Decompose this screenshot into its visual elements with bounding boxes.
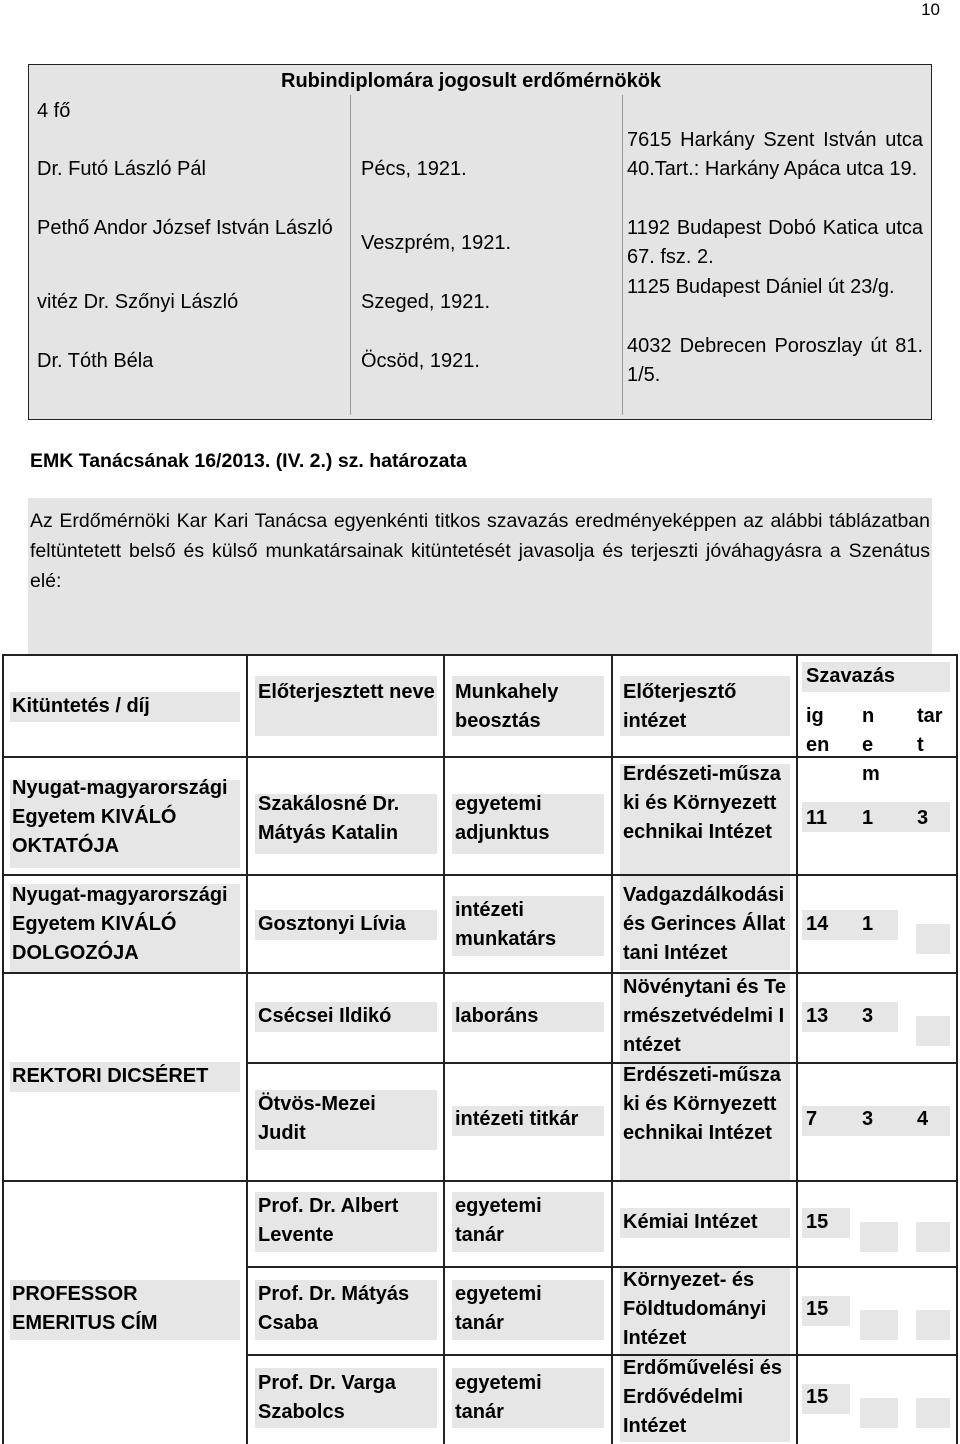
header-award: Kitüntetés / díj — [12, 695, 150, 717]
table-border — [796, 654, 798, 1444]
header-vote-abstain: tart — [917, 705, 943, 756]
cell-shade — [916, 924, 950, 954]
nominee-institute: Vadgazdálkodási és Gerinces Állattani Intézet — [623, 884, 786, 964]
nominee-institute: Erdőművelési és Erdővédelmi Intézet — [623, 1357, 782, 1437]
nominee-name: Prof. Dr. Varga Szabolcs — [258, 1372, 396, 1423]
vote-abstain: 4 — [917, 1108, 929, 1130]
nominee-name: Prof. Dr. Albert Levente — [258, 1195, 399, 1246]
vote-yes: 7 — [806, 1108, 818, 1130]
cell-shade — [860, 1310, 898, 1340]
table-border — [956, 654, 958, 1444]
page-number: 10 — [921, 0, 940, 19]
vote-yes: 15 — [806, 1386, 829, 1408]
laureate-address: 7615 Harkány Szent István utca 40.Tart.: Harkány Apáca utca 19. — [627, 129, 923, 180]
vote-yes: 15 — [806, 1211, 829, 1233]
table-border — [2, 874, 958, 876]
laureates-table-title: Rubindiplomára jogosult erdőmérnökök — [281, 70, 662, 92]
award-excellent-employee: Nyugat-magyarországi Egyetem KIVÁLÓ DOLGOZÓJA — [12, 884, 228, 964]
column-divider — [622, 95, 623, 415]
laureate-address: 1192 Budapest Dobó Katica utca 67. fsz. 2. — [627, 217, 923, 268]
table-border — [248, 1062, 958, 1064]
cell-shade — [916, 1222, 950, 1252]
nominee-position: egyetemi tanár — [455, 1372, 542, 1423]
header-institute: Előterjesztő intézet — [623, 681, 737, 732]
header-vote-no: nem — [862, 705, 880, 785]
nominee-position: egyetemi adjunktus — [455, 793, 550, 844]
laureate-birthplace: Szeged, 1921. — [361, 291, 490, 313]
nominee-position: intézeti titkár — [455, 1108, 579, 1130]
laureate-address: 1125 Budapest Dániel út 23/g. — [627, 276, 895, 298]
table-border — [2, 654, 958, 656]
cell-shade — [860, 1398, 898, 1428]
table-border — [611, 654, 613, 1444]
awards-table — [0, 654, 960, 1444]
vote-no: 1 — [862, 807, 874, 829]
vote-no: 1 — [862, 913, 874, 935]
award-rector-commendation: REKTORI DICSÉRET — [12, 1065, 209, 1087]
nominee-name: Ötvös-Mezei Judit — [258, 1093, 376, 1144]
cell-shade — [916, 1310, 950, 1340]
nominee-institute: Kémiai Intézet — [623, 1211, 758, 1233]
header-position: Munkahely beosztás — [455, 681, 559, 732]
laureates-count: 4 fő — [37, 100, 71, 122]
laureates-table — [28, 64, 932, 420]
laureate-address: 4032 Debrecen Poroszlay út 81. 1/5. — [627, 335, 923, 386]
table-border — [2, 1180, 958, 1182]
column-divider — [350, 95, 351, 415]
award-excellent-teacher: Nyugat-magyarországi Egyetem KIVÁLÓ OKTATÓJA — [12, 777, 228, 857]
vote-no: 3 — [862, 1005, 874, 1027]
nominee-name: Csécsei Ildikó — [258, 1005, 392, 1027]
table-border — [246, 654, 248, 1444]
table-border — [248, 1266, 958, 1268]
nominee-position: laboráns — [455, 1005, 539, 1027]
laureate-birthplace: Veszprém, 1921. — [361, 232, 512, 254]
table-border — [2, 972, 958, 974]
resolution-text: Az Erdőmérnöki Kar Kari Tanácsa egyenkénti titkos szavazás eredményeképpen az alábbi táblázatban feltüntetett belső és külső munkatársainak kitüntetését javasolja és terjeszti jóváhagyásra a Szenátus elé: — [30, 510, 930, 592]
header-nominee: Előterjesztett neve — [258, 681, 435, 703]
header-vote-yes: igen — [806, 705, 830, 756]
header-vote: Szavazás — [806, 665, 895, 687]
laureate-name: Dr. Futó László Pál — [37, 158, 206, 180]
nominee-institute: Környezet- és Földtudományi Intézet — [623, 1269, 767, 1349]
cell-shade — [860, 1222, 898, 1252]
nominee-position: intézeti munkatárs — [455, 899, 557, 950]
laureate-name: Pethő Andor József István László — [37, 217, 333, 239]
cell-shade — [916, 1398, 950, 1428]
table-border — [443, 654, 445, 1444]
table-border — [248, 1354, 958, 1356]
vote-yes: 15 — [806, 1298, 829, 1320]
nominee-name: Gosztonyi Lívia — [258, 913, 406, 935]
laureate-name: vitéz Dr. Szőnyi László — [37, 291, 239, 313]
laureate-name: Dr. Tóth Béla — [37, 350, 154, 372]
cell-shade — [916, 1016, 950, 1046]
award-professor-emeritus: PROFESSOR EMERITUS CÍM — [12, 1283, 158, 1334]
nominee-institute: Erdészeti-műszaki és Környezettechnikai Intézet — [623, 763, 781, 843]
table-border — [2, 654, 4, 1444]
vote-yes: 11 — [806, 807, 828, 829]
vote-abstain: 3 — [917, 807, 929, 829]
vote-yes: 14 — [806, 913, 829, 935]
nominee-institute: Növénytani és Természetvédelmi Intézet — [623, 976, 787, 1056]
vote-yes: 13 — [806, 1005, 829, 1027]
nominee-position: egyetemi tanár — [455, 1195, 542, 1246]
nominee-position: egyetemi tanár — [455, 1283, 542, 1334]
laureate-birthplace: Öcsöd, 1921. — [361, 350, 480, 372]
vote-no: 3 — [862, 1108, 874, 1130]
resolution-heading: EMK Tanácsának 16/2013. (IV. 2.) sz. határozata — [30, 450, 467, 472]
laureate-birthplace: Pécs, 1921. — [361, 158, 467, 180]
nominee-name: Szakálosné Dr. Mátyás Katalin — [258, 793, 400, 844]
nominee-institute: Erdészeti-műszaki és Környezettechnikai Intézet — [623, 1064, 781, 1144]
nominee-name: Prof. Dr. Mátyás Csaba — [258, 1283, 410, 1334]
